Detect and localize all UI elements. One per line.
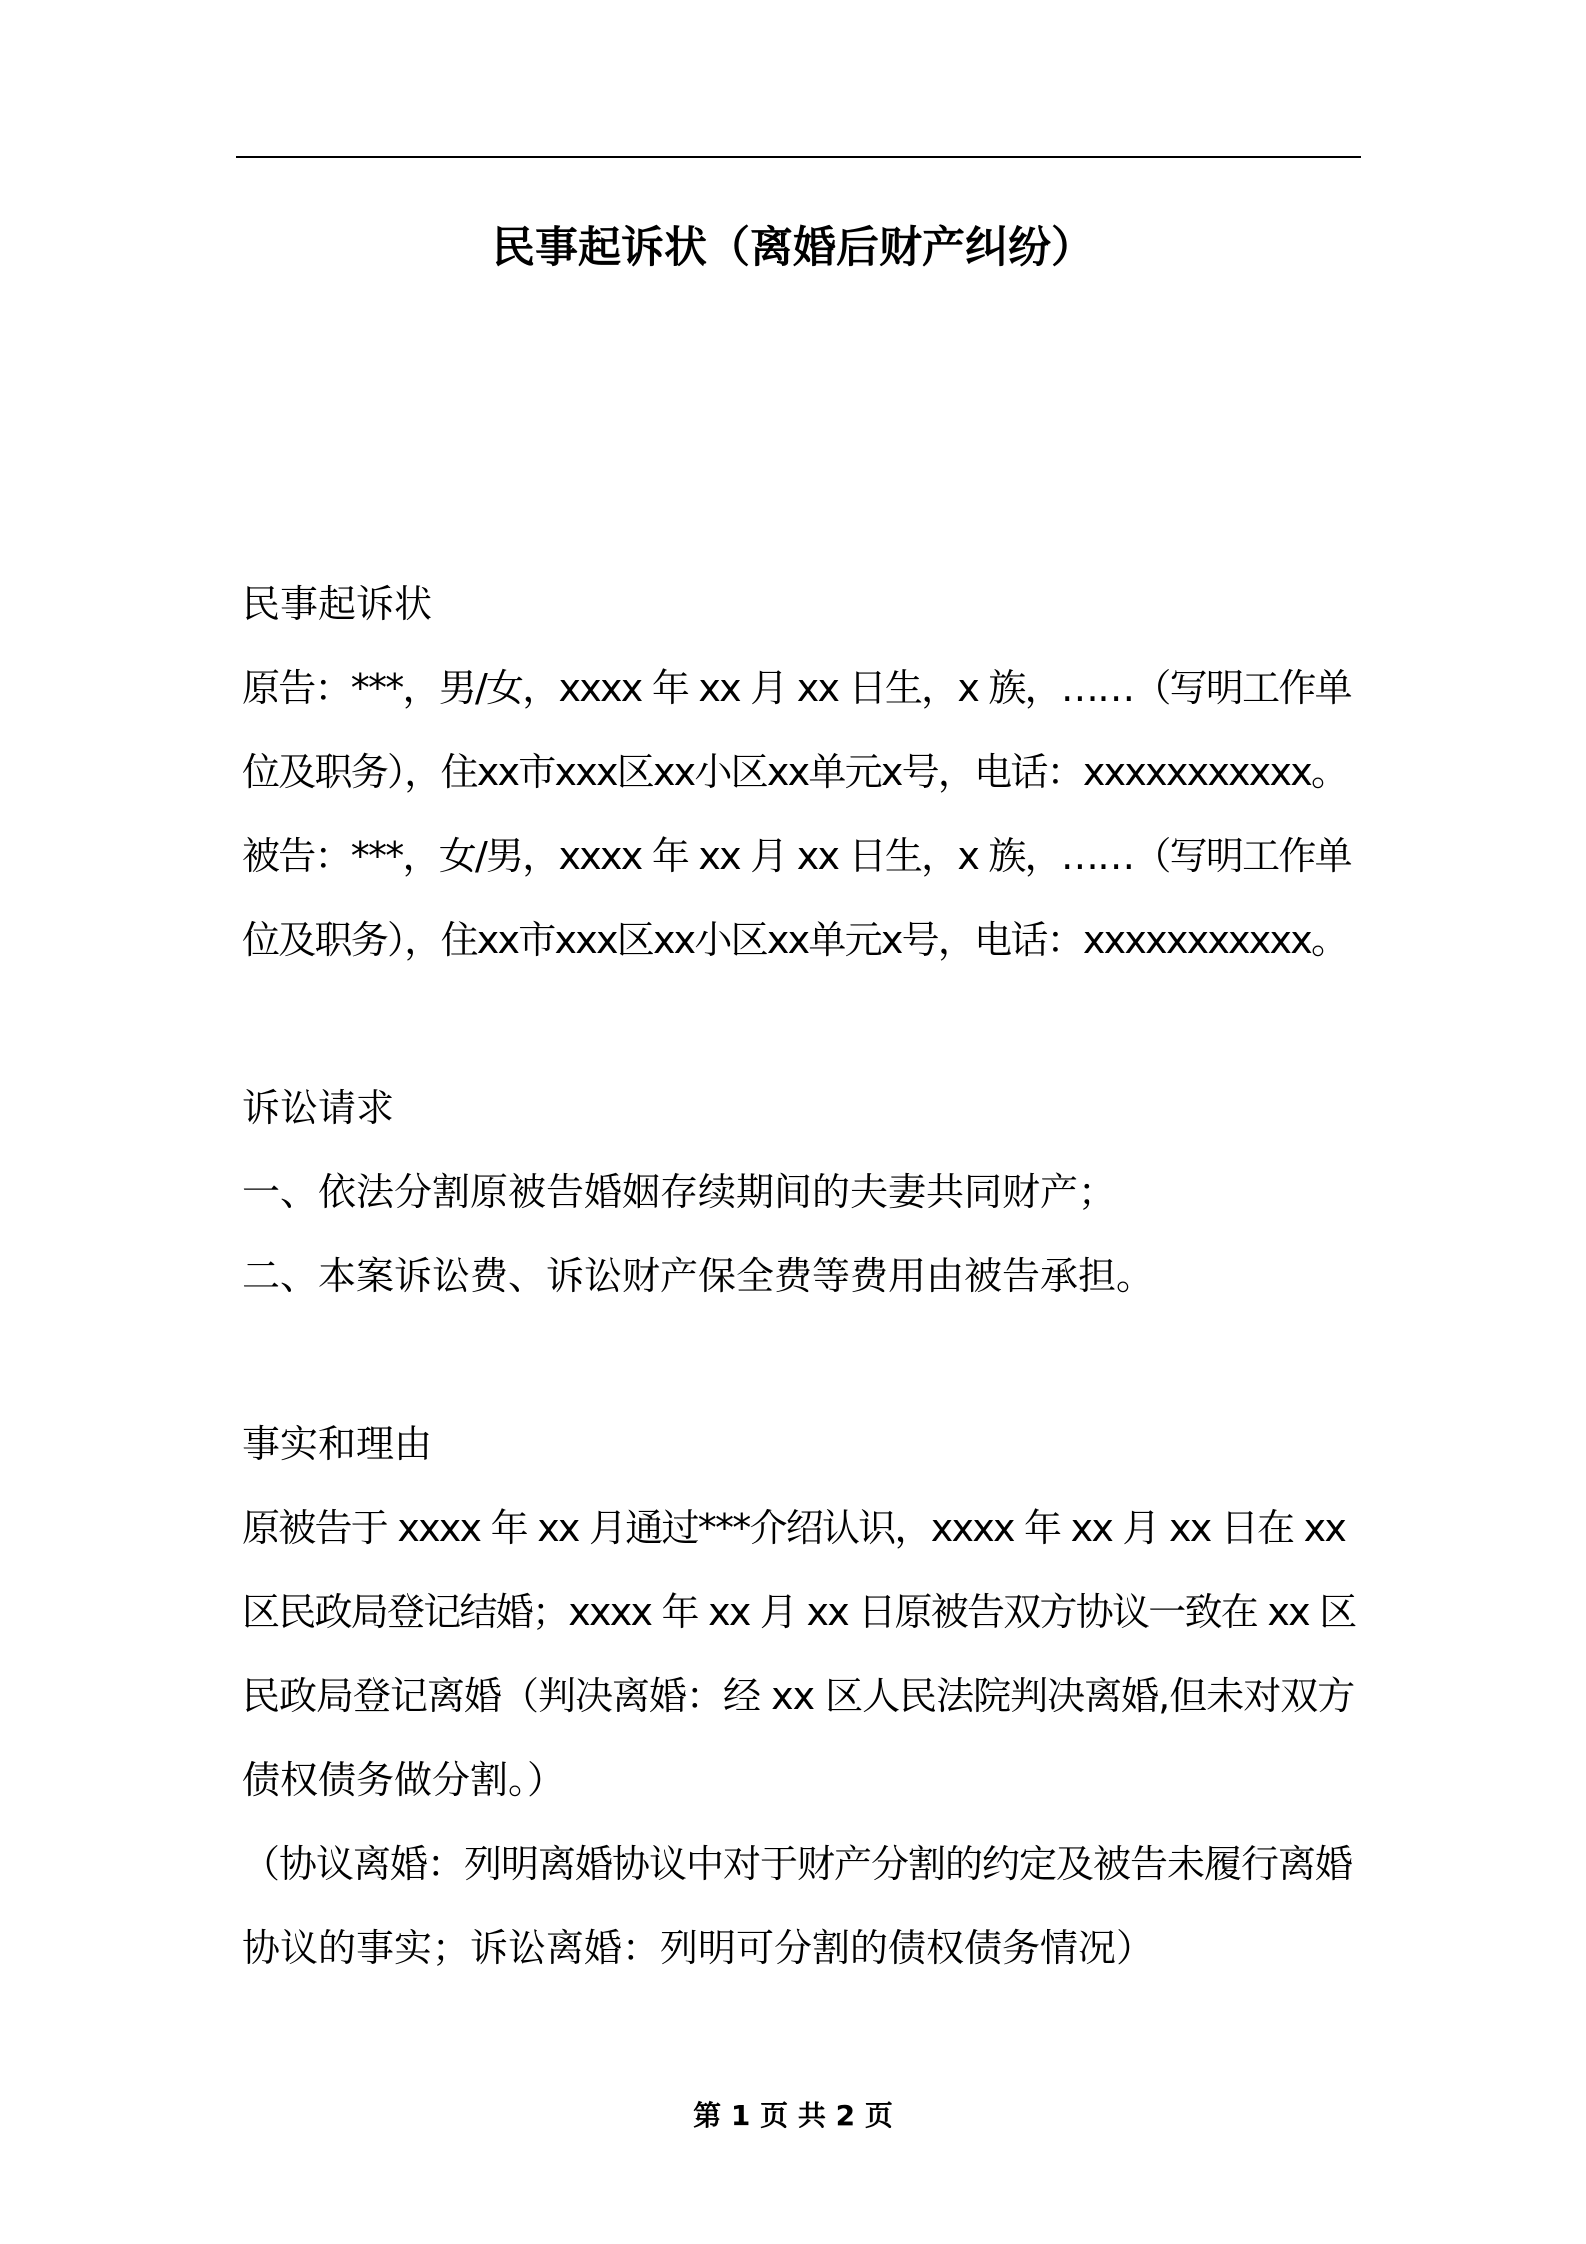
defendant-line-1: 被告：***，女/男，xxxx 年 xx 月 xx 日生，x 族，……（写明工作单 <box>242 834 1351 878</box>
plaintiff-line-1: 原告：***，男/女，xxxx 年 xx 月 xx 日生，x 族，……（写明工作单 <box>242 666 1351 710</box>
facts-line-3: 民政局登记离婚（判决离婚：经 xx 区人民法院判决离婚,但未对双方 <box>242 1674 1355 1718</box>
section-heading-claims: 诉讼请求 <box>242 1086 395 1130</box>
page-number-footer: 第 1 页 共 2 页 <box>693 2099 893 2132</box>
facts-line-5: （协议离婚：列明离婚协议中对于财产分割的约定及被告未履行离婚 <box>242 1842 1353 1886</box>
facts-line-6: 协议的事实；诉讼离婚：列明可分割的债权债务情况） <box>242 1926 1155 1970</box>
claim-item-2: 二、本案诉讼费、诉讼财产保全费等费用由被告承担。 <box>242 1254 1155 1298</box>
header-rule <box>236 156 1361 158</box>
facts-line-4: 债权债务做分割。） <box>242 1758 566 1802</box>
claim-item-1: 一、依法分割原被告婚姻存续期间的夫妻共同财产； <box>242 1170 1117 1214</box>
facts-line-2: 区民政局登记结婚；xxxx 年 xx 月 xx 日原被告双方协议一致在 xx 区 <box>242 1590 1356 1634</box>
section-heading-complaint: 民事起诉状 <box>242 582 433 626</box>
section-heading-facts: 事实和理由 <box>242 1422 433 1466</box>
plaintiff-line-2: 位及职务），住xx市xxx区xx小区xx单元x号，电话：xxxxxxxxxxx。 <box>242 750 1348 794</box>
facts-line-1: 原被告于 xxxx 年 xx 月通过***介绍认识，xxxx 年 xx 月 xx 日在 xx <box>242 1506 1346 1550</box>
document-title: 民事起诉状（离婚后财产纠纷） <box>492 223 1094 273</box>
defendant-line-2: 位及职务），住xx市xxx区xx小区xx单元x号，电话：xxxxxxxxxxx。 <box>242 918 1348 962</box>
